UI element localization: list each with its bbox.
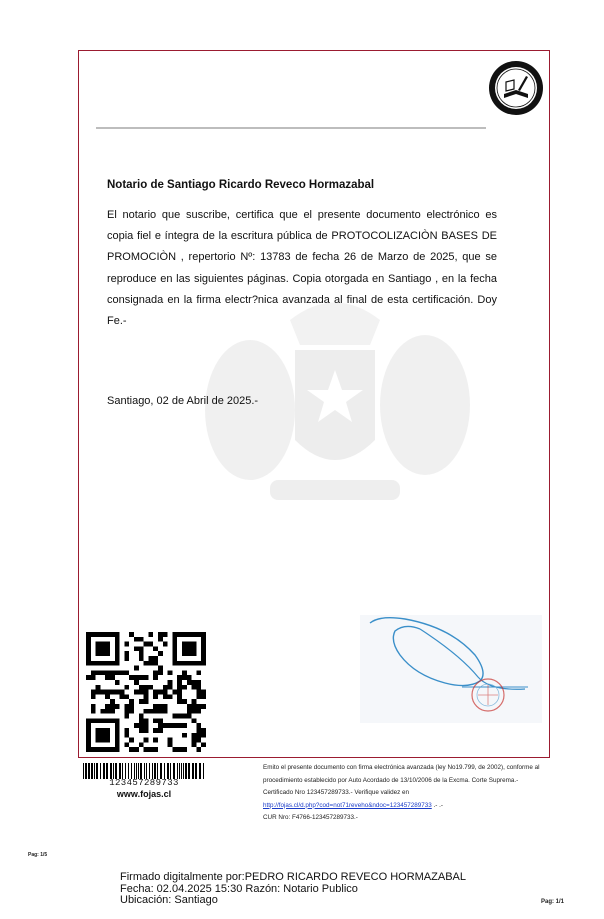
page-number-left: Pag: 1/5 — [28, 852, 48, 858]
page-number-right: Pag: 1/1 — [541, 899, 565, 905]
verification-link[interactable]: http://fojas.cl/d.php?cod=not71reveho&ndoc=123457289733 — [263, 801, 432, 809]
legal-notice — [263, 762, 553, 825]
signature-location: Ubicación: Santiago — [120, 894, 218, 906]
signature-date-reason: Fecha: 02.04.2025 15:30 Razón: Notario Publico — [120, 882, 358, 895]
notary-title: Notario de Santiago Ricardo Reveco Hormazabal — [107, 179, 375, 191]
legal-line-2: Certificado Nro 123457289733.- Verifique validez en — [263, 789, 409, 796]
signed-by: Firmado digitalmente por:PEDRO RICARDO REVECO HORMAZABAL — [120, 871, 466, 883]
header-divider — [96, 127, 486, 129]
certification-text: El notario que suscribe, certifica que el presente documento electrónico es copia fiel e íntegra de la escritura pública de PROTOCOLIZACIÒN BASES DE PROMOCIÒN , repertorio Nº: 13783 de fecha 26 de Marzo de 2025, que se reproduce en las siguientes páginas. Copia otorgada en Santiago , en la fecha consignada en la firma electr?nica avanzada al final de esta certificación. Doy Fe.- — [107, 209, 497, 328]
site-link[interactable]: www.fojas.cl — [116, 789, 172, 799]
notary-seal-icon — [488, 60, 544, 116]
legal-link-line — [263, 800, 553, 813]
qr-code — [86, 632, 206, 752]
place-date: Santiago, 02 de Abril de 2025.- — [107, 395, 259, 407]
barcode-number: 123457289733 — [109, 778, 179, 788]
legal-line-1: Emito el presente documento con firma electrónica avanzada (ley No19.799, de 2002), conforme al procedimiento establecido por Auto Acordado de 13/10/2006 de la Excma. Corte Suprema.- — [263, 764, 540, 784]
legal-line-3: CUR Nro: F4766-123457289733.- — [263, 814, 358, 821]
digital-signature-info — [120, 872, 466, 907]
legal-link-suffix: .- .- — [433, 801, 443, 809]
barcode — [82, 763, 206, 779]
handwritten-signature — [360, 615, 542, 723]
